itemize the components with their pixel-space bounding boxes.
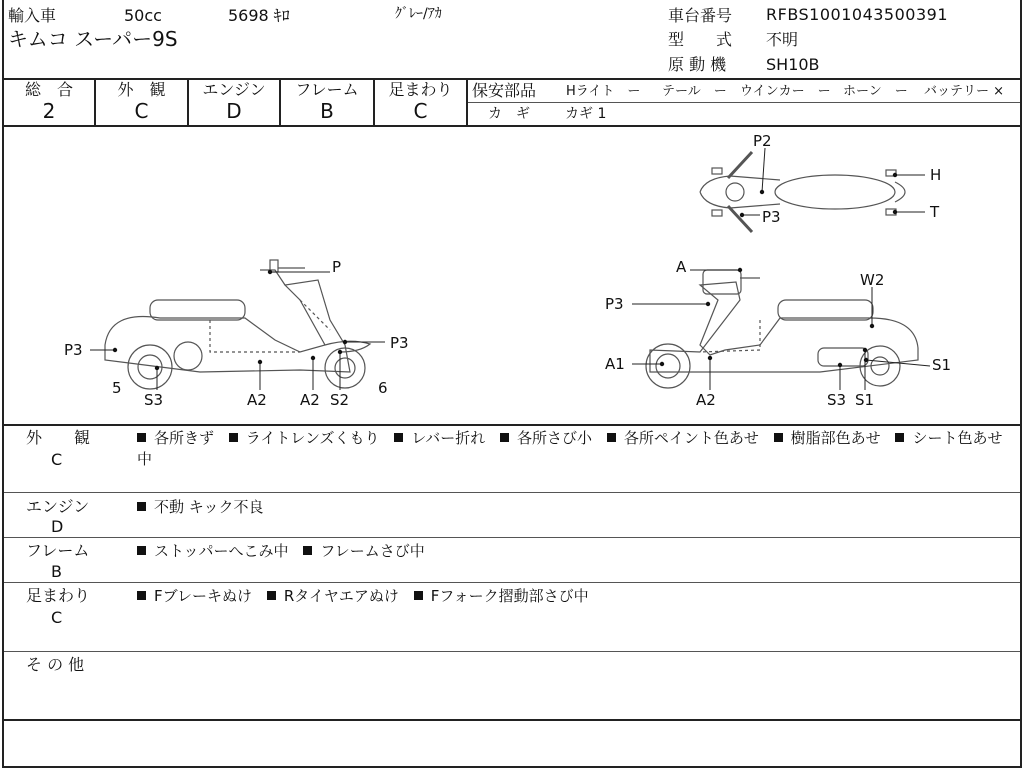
label-top-P2: P2 — [753, 132, 772, 150]
safety-item-battery: バッテリー × — [924, 84, 1005, 99]
label-right-S3: S3 — [827, 391, 847, 409]
type-value: 不明 — [766, 30, 799, 49]
label-top-H: H — [930, 166, 942, 184]
note-other-title: そ の 他 — [26, 655, 85, 674]
displacement: 50cc — [124, 6, 162, 25]
grade-exterior-value: C — [134, 99, 149, 123]
vehicle-color: ｸﾞﾚｰ/ｱｶ — [395, 6, 442, 22]
note-exterior-title: 外 観 — [26, 428, 91, 447]
label-left-S3: S3 — [144, 391, 164, 409]
note-engine-title: エンジン — [26, 497, 90, 516]
safety-item-headlight: Hライト ー — [566, 84, 641, 99]
grade-suspension-label: 足まわり — [388, 80, 453, 99]
safety-item-tail: テール ー — [662, 84, 727, 99]
divider-diagram — [2, 424, 1022, 426]
type-label: 型 式 — [668, 30, 733, 49]
note-frame-title: フレーム — [26, 541, 90, 560]
note-engine-grade: D — [51, 517, 64, 536]
label-right-S1b: S1 — [855, 391, 875, 409]
label-left-A2a: A2 — [247, 391, 267, 409]
label-left-6: 6 — [378, 379, 388, 397]
label-left-P: P — [332, 258, 342, 276]
grade-engine-label: エンジン — [202, 80, 266, 99]
note-item: 各所ペイント色あせ — [623, 429, 759, 447]
note-item: 各所きず — [154, 429, 215, 447]
label-left-P3a: P3 — [64, 341, 83, 359]
engine-model-value: SH10B — [766, 55, 820, 74]
divider-bottom — [2, 719, 1022, 721]
grade-overall-label: 総 合 — [24, 80, 73, 99]
grade-sep-5 — [466, 79, 468, 125]
note-item: 各所さび小 — [517, 429, 593, 447]
label-top-T: T — [930, 203, 940, 221]
note-suspension-grade: C — [51, 608, 63, 627]
label-left-A2b: A2 — [300, 391, 320, 409]
chassis-number: RFBS1001043500391 — [766, 5, 949, 24]
label-right-A1: A1 — [605, 355, 625, 373]
note-exterior-grade: C — [51, 450, 63, 469]
safety-item-winker: ウインカー ー — [740, 84, 831, 99]
model-name: キムコ スーパー9S — [8, 27, 178, 51]
label-right-S1a: S1 — [932, 356, 952, 374]
note-item: Fフォーク摺動部さび中 — [430, 587, 589, 605]
key-label: カ ギ — [488, 106, 530, 122]
divider-safety — [468, 102, 1022, 103]
note-item: シート色あせ中 — [137, 429, 1003, 468]
label-left-5: 5 — [112, 379, 122, 397]
note-frame-items — [137, 541, 435, 562]
note-item: 不動 キック不良 — [154, 498, 264, 516]
note-item: フレームさび中 — [320, 542, 425, 560]
scooter-left-side-view — [105, 260, 370, 389]
label-right-W2: W2 — [860, 271, 885, 289]
grade-frame-value: B — [320, 99, 334, 123]
note-item: Fブレーキぬけ — [154, 587, 253, 605]
note-exterior-items — [137, 428, 1012, 470]
note-item: ライトレンズくもり — [245, 429, 380, 447]
grade-suspension-value: C — [413, 99, 428, 123]
divider-note-4 — [2, 651, 1022, 652]
safety-label: 保安部品 — [472, 81, 537, 100]
label-left-P3b: P3 — [390, 334, 409, 352]
label-right-A: A — [676, 258, 687, 276]
note-suspension-title: 足まわり — [26, 586, 91, 605]
chassis-label: 車台番号 — [668, 6, 733, 25]
note-item: Rタイヤエアぬけ — [283, 587, 399, 605]
note-item: ストッパーへこみ中 — [154, 542, 289, 560]
vehicle-category: 輸入車 — [8, 6, 57, 25]
scooter-top-view — [700, 152, 905, 232]
safety-item-horn: ホーン ー — [843, 84, 908, 99]
divider-note-2 — [2, 537, 1022, 538]
note-engine-items — [137, 497, 273, 518]
note-item: 樹脂部色あせ — [790, 429, 881, 447]
divider-note-1 — [2, 492, 1022, 493]
grade-frame-label: フレーム — [295, 80, 359, 99]
key-value: カギ 1 — [565, 106, 607, 122]
label-right-A2: A2 — [696, 391, 716, 409]
mileage: 5698 ｷﾛ — [228, 6, 290, 25]
note-suspension-items — [137, 586, 599, 607]
label-left-S2: S2 — [330, 391, 350, 409]
grade-exterior-label: 外 観 — [117, 80, 166, 99]
note-item: レバー折れ — [411, 429, 486, 447]
label-top-P3: P3 — [762, 208, 781, 226]
grade-engine-value: D — [226, 99, 242, 123]
label-right-P3: P3 — [605, 295, 624, 313]
divider-note-3 — [2, 582, 1022, 583]
grade-overall-value: 2 — [42, 99, 56, 123]
damage-diagram — [0, 127, 1024, 423]
engine-model-label: 原 動 機 — [668, 55, 727, 74]
note-frame-grade: B — [51, 562, 62, 581]
